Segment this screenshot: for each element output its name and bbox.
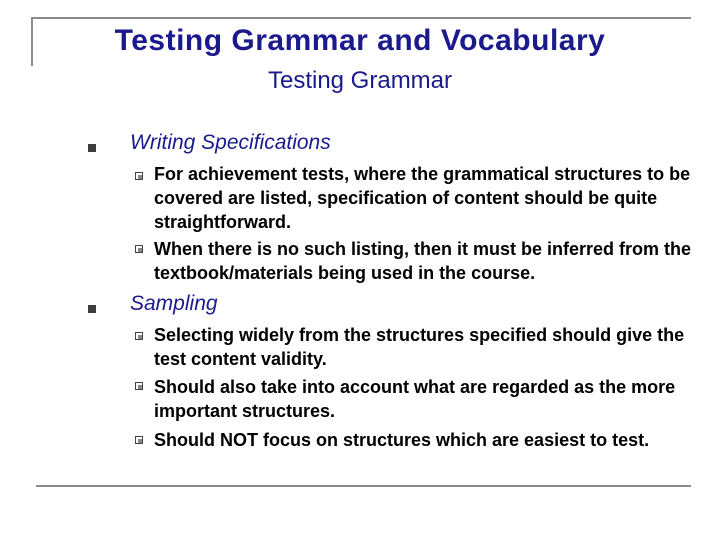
square-bullet-icon: [88, 144, 96, 152]
section-heading-writing-specifications: Writing Specifications: [130, 131, 331, 154]
hollow-square-bullet-icon: [135, 436, 143, 444]
list-item: When there is no such listing, then it must be inferred from the textbook/materials being used in the course.: [154, 239, 692, 283]
slide-subtitle: Testing Grammar: [267, 67, 453, 94]
section-heading-sampling: Sampling: [130, 292, 218, 315]
square-bullet-icon: [88, 305, 96, 313]
slide-frame-bottom-border: [36, 485, 691, 487]
list-item: Should also take into account what are regarded as the more important structures.: [154, 377, 676, 421]
slide-frame-top-border: [31, 17, 691, 19]
slide-title: Testing Grammar and Vocabulary: [114, 24, 606, 57]
list-item: For achievement tests, where the grammatical structures to be covered are listed, specification of content should be quite straightforward.: [154, 164, 691, 232]
hollow-square-bullet-icon: [135, 172, 143, 180]
hollow-square-bullet-icon: [135, 332, 143, 340]
list-item: Should NOT focus on structures which are easiest to test.: [154, 430, 650, 450]
list-item: Selecting widely from the structures specified should give the test content validity.: [154, 325, 685, 369]
hollow-square-bullet-icon: [135, 382, 143, 390]
hollow-square-bullet-icon: [135, 245, 143, 253]
